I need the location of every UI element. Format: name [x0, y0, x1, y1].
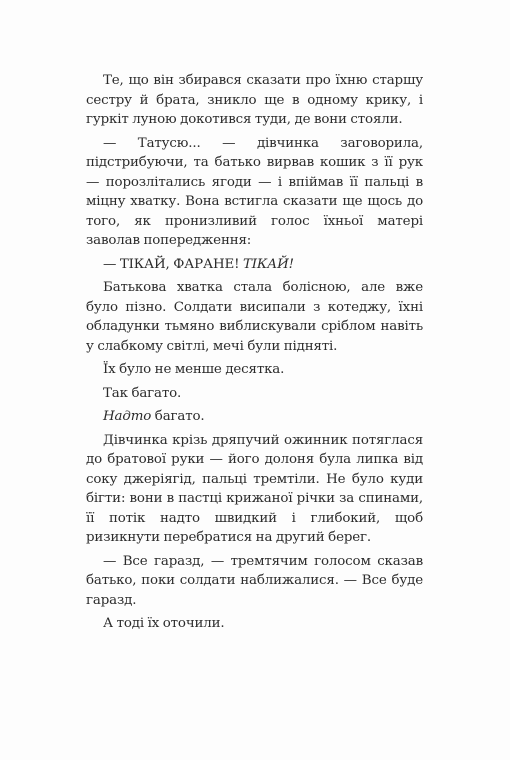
paragraph [86, 134, 423, 251]
paragraph-italic-text: Надто [103, 409, 152, 424]
paragraph-text: Дівчинка крізь дряпучий ожинник потяглася до братової руки — його долоня була липка від соку джеріягід, пальці тремтіли. Не було куди бігти: вони в пастці крижаної річки за спинами, її потік надто швидкий і глибокий, щоб ризикнути перебратися на другий берег. [86, 432, 423, 545]
paragraph [86, 614, 423, 634]
paragraph-text: Те, що він збирався сказати про їхню старшу сестру й брата, зникло ще в одному крику, і гуркіт луною докотився туди, де вони стояли. [86, 73, 423, 127]
paragraph [86, 255, 423, 275]
paragraph-text: — Все гаразд, — тремтячим голосом сказав батько, поки солдати наближалися. — Все буде гаразд. [86, 553, 423, 608]
paragraph-text: багато. [151, 409, 205, 424]
paragraph [86, 431, 423, 548]
paragraph [86, 71, 423, 130]
paragraph [86, 278, 423, 356]
paragraph-text: — ТІКАЙ, ФАРАНЕ! [103, 256, 244, 272]
paragraph [86, 552, 423, 611]
body-text [86, 71, 423, 634]
paragraph-text: Батькова хватка стала болісною, але вже було пізно. Солдати висипали з котеджу, їхні обладунки тьмяно виблискували сріблом навіть у слабкому світлі, мечі були підняті. [86, 280, 423, 354]
paragraph-italic-text: ТІКАЙ! [243, 256, 294, 272]
paragraph-text: Так багато. [103, 385, 182, 401]
paragraph [86, 360, 423, 380]
paragraph-text: А тоді їх оточили. [103, 616, 225, 631]
paragraph [86, 407, 423, 427]
paragraph-text: — Татусю... — дівчинка заговорила, підстрибуючи, та батько вирвав кошик з її рук — порозлітались ягоди — і впіймав її пальці в міцну хватку. Вона встигла сказати ще щось до того, як пронизливий голос їхньої матері заволав попередження: [86, 135, 423, 248]
paragraph-text: Їх було не менше десятка. [103, 362, 285, 377]
paragraph [86, 384, 423, 404]
